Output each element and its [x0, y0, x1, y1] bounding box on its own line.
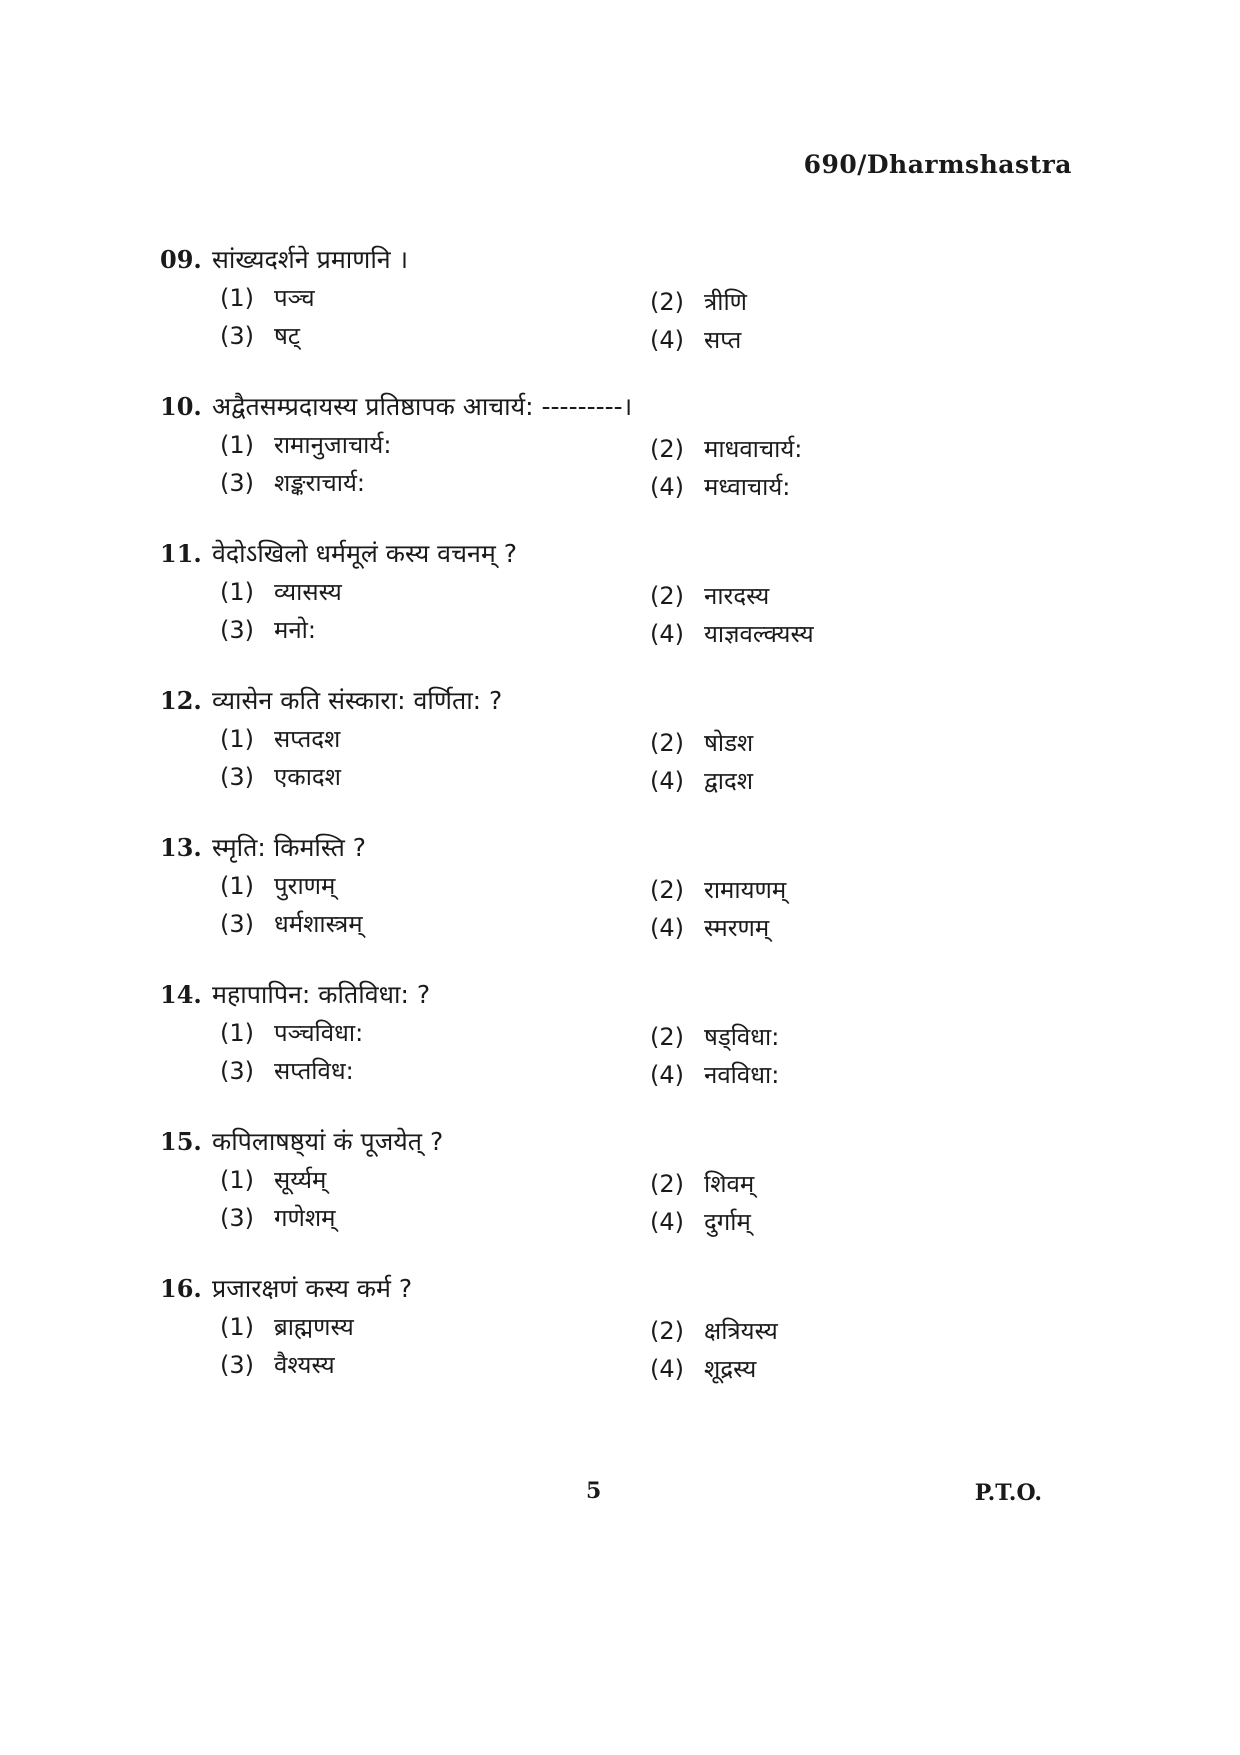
option-1: (1) पञ्चविधा:	[220, 1019, 364, 1047]
option-2: (2) रामायणम्	[650, 876, 787, 904]
option-3: (3) वैश्यस्य	[220, 1351, 335, 1379]
option-4: (4) शूद्रस्य	[650, 1355, 757, 1383]
option-1: (1) व्यासस्य	[220, 578, 342, 606]
option-4: (4) मध्वाचार्य:	[650, 473, 791, 501]
option-1: (1) पुराणम्	[220, 872, 336, 900]
option-3: (3) धर्मशास्त्रम्	[220, 910, 363, 938]
question-11	[160, 534, 1100, 654]
question-number: 16.	[160, 1274, 202, 1303]
option-1: (1) पञ्च	[220, 284, 315, 312]
question-number: 10.	[160, 392, 202, 421]
option-2: (2) षड्विधा:	[650, 1023, 780, 1051]
question-number: 12.	[160, 686, 202, 715]
option-4: (4) नवविधा:	[650, 1061, 780, 1089]
question-13	[160, 828, 1100, 948]
question-text: अद्वैतसम्प्रदायस्य प्रतिष्ठापक आचार्य: ---------।	[212, 392, 633, 421]
question-number: 14.	[160, 980, 202, 1009]
question-text: प्रजारक्षणं कस्य कर्म ?	[212, 1274, 413, 1303]
option-2: (2) शिवम्	[650, 1170, 755, 1198]
option-1: (1) रामानुजाचार्य:	[220, 431, 392, 459]
question-number: 11.	[160, 539, 202, 568]
page-number: 5	[586, 1478, 602, 1504]
please-turn-over: P.T.O.	[974, 1480, 1042, 1506]
question-16	[160, 1269, 1100, 1389]
option-4: (4) द्वादश	[650, 767, 754, 795]
question-09	[160, 240, 1100, 360]
option-4: (4) सप्त	[650, 326, 742, 354]
option-3: (3) मनो:	[220, 616, 316, 644]
question-text: सांख्यदर्शने प्रमाणनि ।	[212, 245, 409, 274]
question-15	[160, 1122, 1100, 1242]
question-12	[160, 681, 1100, 801]
option-2: (2) षोडश	[650, 729, 754, 757]
question-text: स्मृति: किमस्ति ?	[212, 833, 367, 862]
option-3: (3) शङ्कराचार्य:	[220, 469, 366, 497]
option-1: (1) सूर्य्यम्	[220, 1166, 327, 1194]
question-number: 13.	[160, 833, 202, 862]
option-1: (1) सप्तदश	[220, 725, 341, 753]
paper-code: 690/Dharmshastra	[803, 150, 1072, 179]
question-number: 15.	[160, 1127, 202, 1156]
question-number: 09.	[160, 245, 202, 274]
option-2: (2) नारदस्य	[650, 582, 770, 610]
question-text: महापापिन: कतिविधा: ?	[212, 980, 431, 1009]
option-3: (3) सप्तविध:	[220, 1057, 354, 1085]
question-text: व्यासेन कति संस्कारा: वर्णिता: ?	[212, 686, 503, 715]
option-3: (3) गणेशम्	[220, 1204, 336, 1232]
option-1: (1) ब्राह्मणस्य	[220, 1313, 354, 1341]
option-3: (3) षट्	[220, 322, 300, 350]
option-4: (4) याज्ञवल्क्यस्य	[650, 620, 814, 648]
option-2: (2) माधवाचार्य:	[650, 435, 803, 463]
option-2: (2) त्रीणि	[650, 288, 748, 316]
option-4: (4) स्मरणम्	[650, 914, 770, 942]
option-2: (2) क्षत्रियस्य	[650, 1317, 778, 1345]
question-text: कपिलाषष्ठ्यां कं पूजयेत् ?	[212, 1127, 444, 1156]
question-14	[160, 975, 1100, 1095]
option-3: (3) एकादश	[220, 763, 341, 791]
option-4: (4) दुर्गाम्	[650, 1208, 751, 1236]
question-text: वेदोऽखिलो धर्ममूलं कस्य वचनम् ?	[212, 539, 517, 568]
question-10	[160, 387, 1100, 507]
